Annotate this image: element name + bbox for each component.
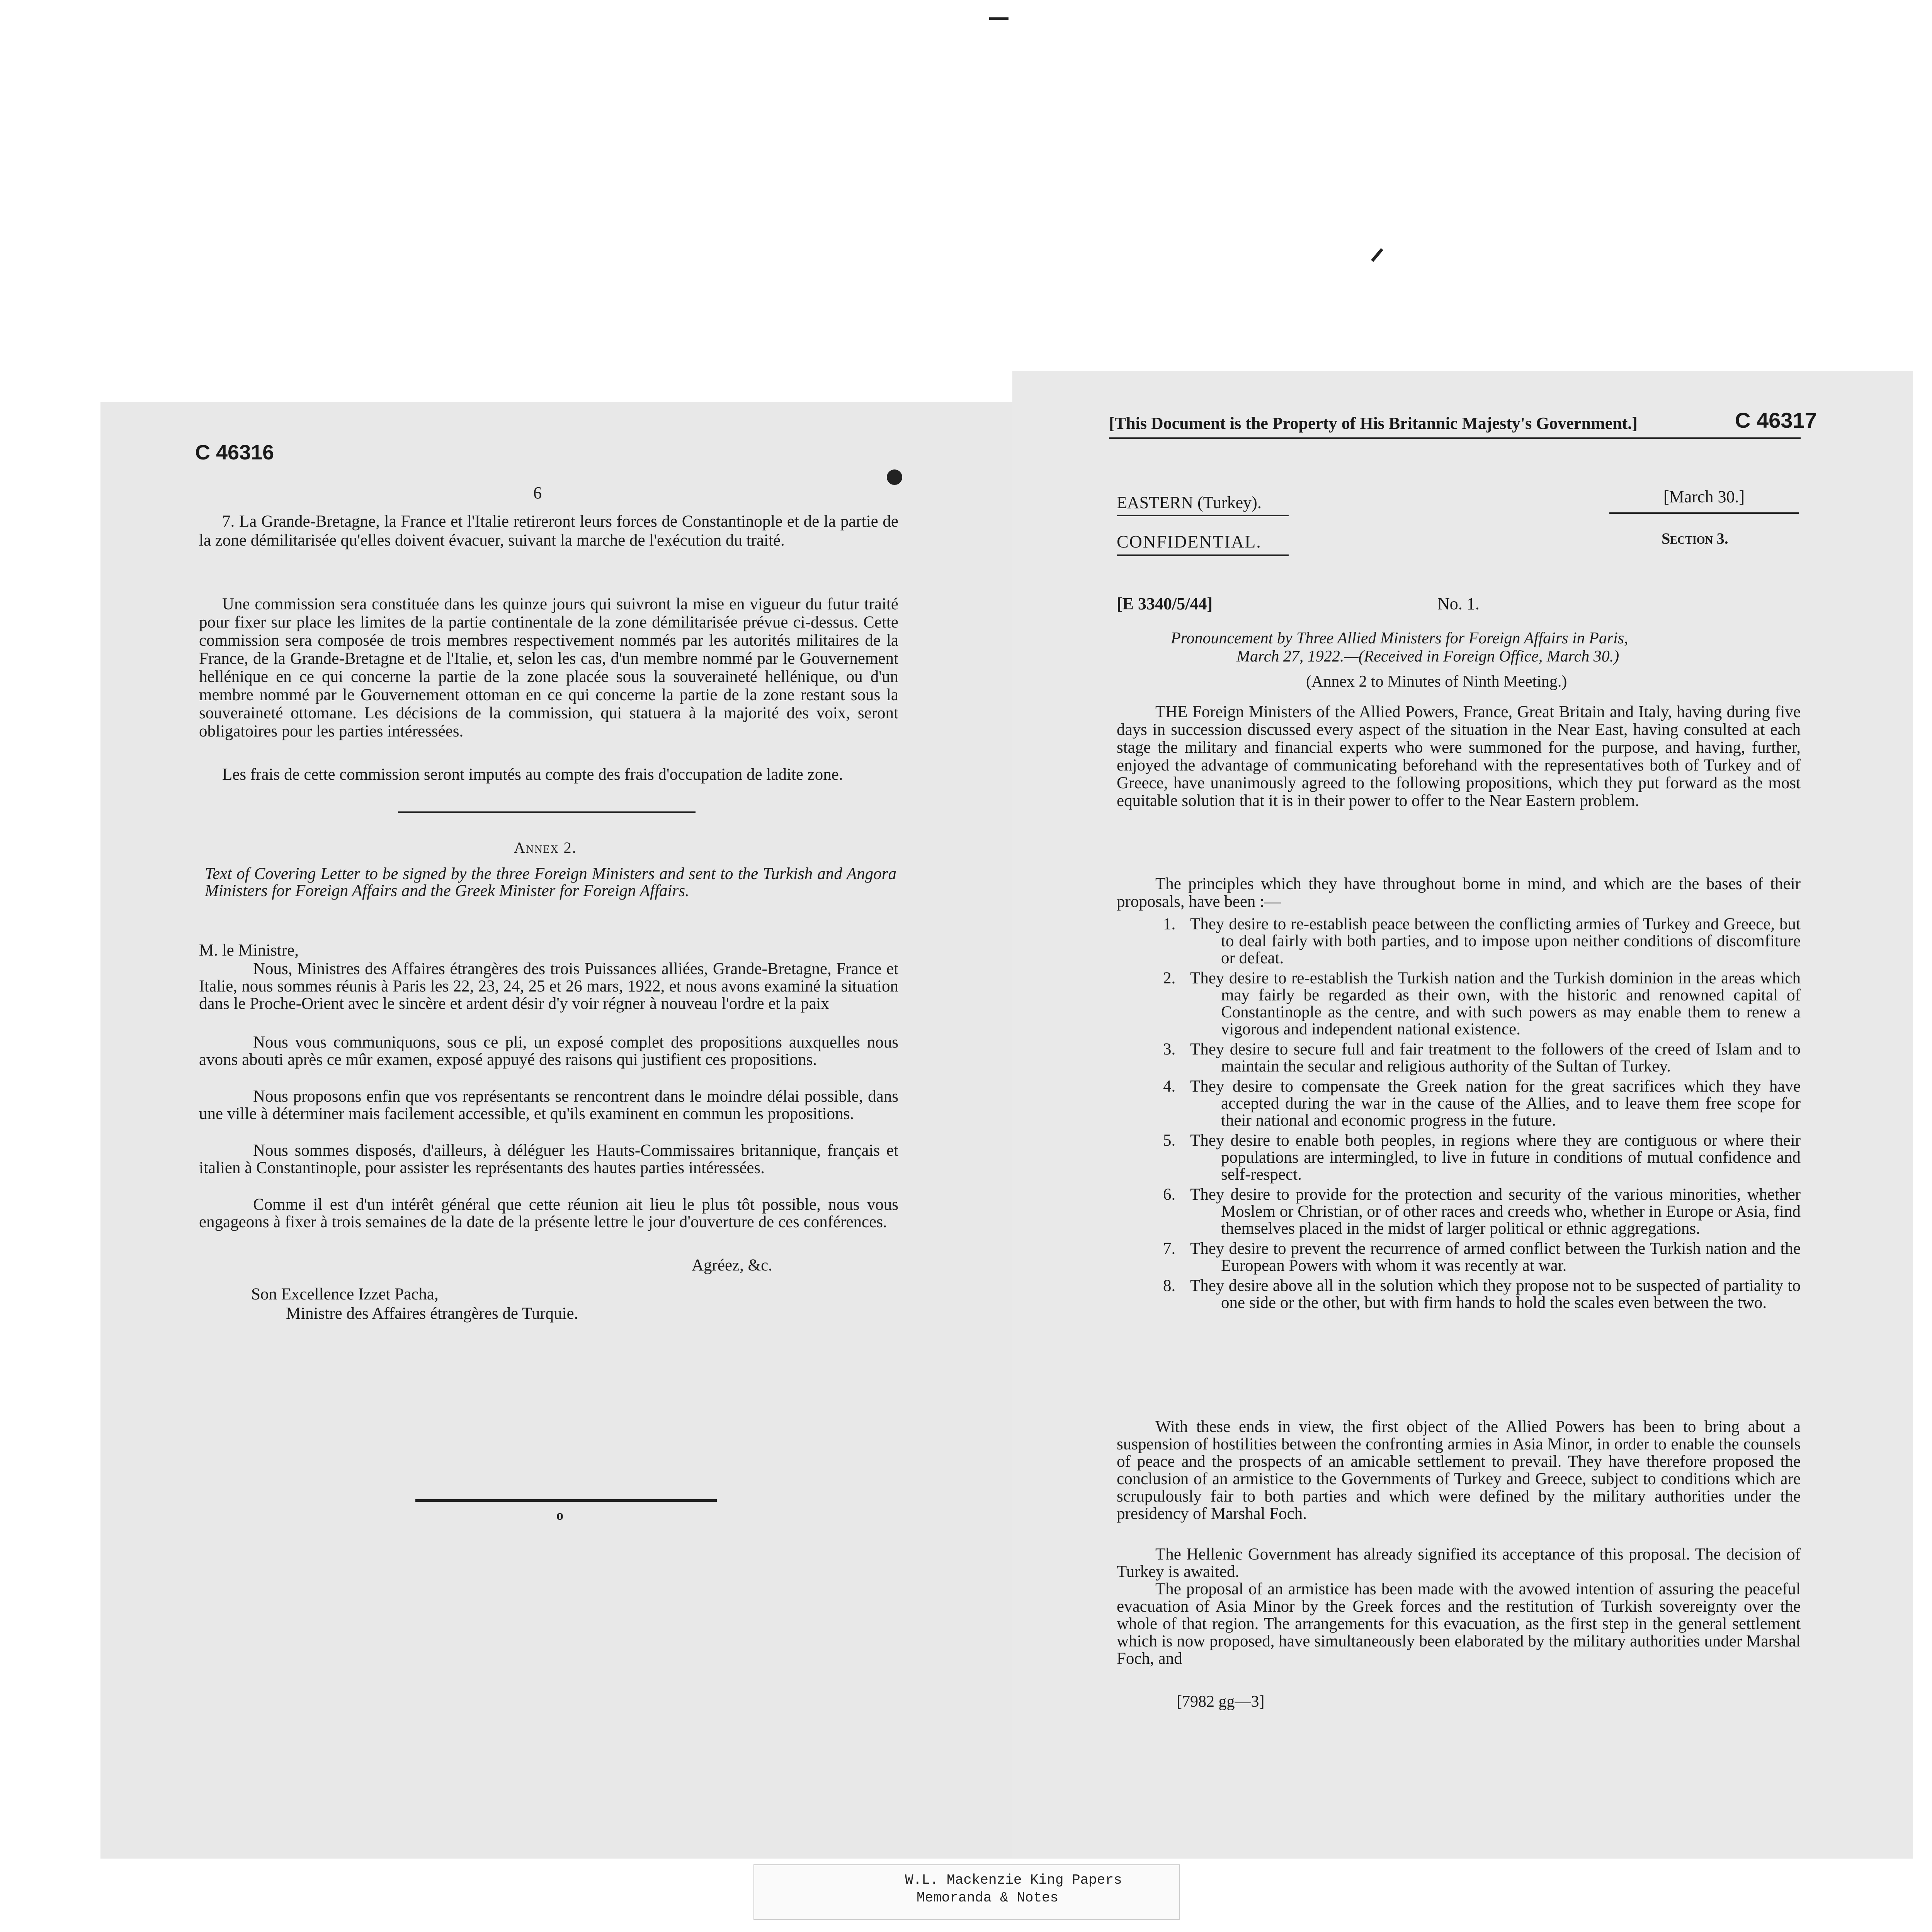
annex-heading: Annex 2. bbox=[514, 839, 577, 856]
principles-list bbox=[1117, 916, 1801, 1315]
stray-mark bbox=[989, 17, 1009, 20]
document-title-line-2: March 27, 1922.—(Received in Foreign Office, March 30.) bbox=[1236, 648, 1619, 665]
document-title-line-1: Pronouncement by Three Allied Ministers for Foreign Affairs in Paris, bbox=[1171, 629, 1628, 647]
classification: CONFIDENTIAL. bbox=[1117, 532, 1262, 551]
end-mark: o bbox=[556, 1507, 563, 1523]
document-date: [March 30.] bbox=[1663, 487, 1745, 506]
hellenic-paragraph: The Hellenic Government has already signified its acceptance of this proposal. The decision of Turkey is awaited. bbox=[1117, 1545, 1801, 1581]
principle-text: They desire to provide for the protection and security of the various minorities, whether Moslem or Christian, or of other races and creeds who, whether in Europe or Asia, find themselves placed in the midst of larger political or ethnic aggregations. bbox=[1190, 1185, 1801, 1238]
document-annex-note: (Annex 2 to Minutes of Ninth Meeting.) bbox=[1306, 673, 1567, 690]
principle-item bbox=[1117, 916, 1801, 967]
principle-text: They desire to re-establish peace between the conflicting armies of Turkey and Greece, but to deal fairly with both parties, and to impose upon neither conditions of discomfiture or defeat. bbox=[1190, 915, 1801, 967]
principle-item bbox=[1117, 1078, 1801, 1129]
left-ref-number: C 46316 bbox=[195, 441, 274, 464]
document-number: No. 1. bbox=[1437, 594, 1480, 613]
property-notice-underline bbox=[1109, 437, 1801, 439]
series-title: EASTERN (Turkey). bbox=[1117, 493, 1262, 512]
commission-paragraph: Une commission sera constituée dans les quinze jours qui suivront la mise en vigueur du futur traité pour fixer sur place les limites de la partie continentale de la zone démilitarisée prévue ci-dessus. Cette commission sera composée de trois membres respectivement nommés par les autorités militaires de la France, de la Grande-Bretagne et de l'Italie, et, selon les cas, d'un membre nommé par le Gouvernement hellénique en ce qui concerne la partie de la zone placée sous la souveraineté hellénique, ou d'un membre nommé par le Gouvernement ottoman en ce qui concerne la partie de la zone restant sous la souveraineté ottomane. Les décisions de la commission, qui statuera à la majorité des voix, seront obligatoires pour les parties intéressées. bbox=[199, 595, 898, 740]
principle-number: 5. bbox=[1163, 1131, 1176, 1150]
principle-text: They desire above all in the solution which they propose not to be suspected of partiality to one side or the other, but with firm hands to hold the scales even between the two. bbox=[1190, 1277, 1801, 1312]
principle-item bbox=[1117, 1041, 1801, 1075]
costs-paragraph: Les frais de cette commission seront imputés au compte des frais d'occupation de ladite zone. bbox=[222, 765, 843, 784]
evacuation-paragraph: The proposal of an armistice has been made with the avowed intention of assuring the peaceful evacuation of Asia Minor by the Greek forces and the restitution of Turkish sovereignty over the whole of that region. The arrangements for this evacuation, as the first step in the general settlement which is now proposed, have simultaneously been elaborated by the military authorities under Marshal Foch, and bbox=[1117, 1580, 1801, 1668]
print-code: [7982 gg—3] bbox=[1177, 1693, 1265, 1711]
principle-number: 3. bbox=[1163, 1040, 1176, 1058]
principle-number: 8. bbox=[1163, 1277, 1176, 1295]
series-underline bbox=[1117, 515, 1289, 516]
file-reference: [E 3340/5/44] bbox=[1117, 594, 1213, 613]
principle-item bbox=[1117, 1277, 1801, 1311]
principle-item bbox=[1117, 970, 1801, 1038]
principle-number: 6. bbox=[1163, 1185, 1176, 1204]
principle-number: 7. bbox=[1163, 1240, 1176, 1258]
annex-title: Text of Covering Letter to be signed by the three Foreign Ministers and sent to the Turkish and Angora Ministers for Foreign Affairs and the Greek Minister for Foreign Affairs. bbox=[205, 865, 896, 900]
principle-text: They desire to re-establish the Turkish nation and the Turkish dominion in the areas which may fairly be regarded as their own, with the historic and renowned capital of Constantinople as the centre, and with such powers as may enable them to renew a vigorous and independent national existence. bbox=[1190, 969, 1801, 1038]
addressee-name: Son Excellence Izzet Pacha, bbox=[251, 1285, 439, 1303]
principle-item bbox=[1117, 1132, 1801, 1183]
letter-paragraph-4: Nous sommes disposés, d'ailleurs, à déléguer les Hauts-Commissaires britannique, français et italien à Constantinople, pour assister les représentants des hautes parties intéressées. bbox=[199, 1141, 898, 1177]
right-page bbox=[1012, 371, 1913, 1859]
stray-mark bbox=[1371, 248, 1383, 262]
ink-blot bbox=[887, 469, 902, 485]
property-notice: [This Document is the Property of His Britannic Majesty's Government.] bbox=[1109, 414, 1638, 433]
collection-name: W.L. Mackenzie King Papers bbox=[905, 1872, 1122, 1888]
end-rule bbox=[415, 1499, 717, 1502]
principle-text: They desire to enable both peoples, in regions where they are contiguous or where their populations are intermingled, to live in future in conditions of mutual confidence and self-respect. bbox=[1190, 1131, 1801, 1184]
principle-number: 2. bbox=[1163, 969, 1176, 987]
letter-paragraph-3: Nous proposons enfin que vos représentants se rencontrent dans le moindre délai possible, dans une ville à déterminer mais facilement accessible, et qu'ils examinent en commun les propositions. bbox=[199, 1087, 898, 1123]
right-ref-number: C 46317 bbox=[1735, 408, 1817, 432]
section-label: Section 3. bbox=[1662, 530, 1728, 547]
introduction: THE Foreign Ministers of the Allied Powers, France, Great Britain and Italy, having during five days in succession discussed every aspect of the situation in the Near East, having consulted at each stage the military and financial experts who were summoned for the purpose, and having, further, enjoyed the advantage of communicating beforehand with the representatives both of Turkey and of Greece, have unanimously agreed to the following propositions, which they put forward as the most equitable solution that it is in their power to offer to the Near Eastern problem. bbox=[1117, 703, 1801, 810]
closing: Agréez, &c. bbox=[692, 1256, 772, 1274]
collection-label bbox=[753, 1864, 1180, 1920]
classification-underline bbox=[1117, 554, 1289, 556]
letter-paragraph-1: Nous, Ministres des Affaires étrangères des trois Puissances alliées, Grande-Bretagne, France et Italie, nous sommes réunis à Paris les 22, 23, 24, 25 et 26 mars, 1922, et nous avons examiné la situation dans le Proche-Orient avec le sincère et ardent désir d'y voir régner à nouveau l'ordre et la paix bbox=[199, 960, 898, 1013]
armistice-paragraph: With these ends in view, the first object of the Allied Powers has been to bring about a suspension of hostilities between the confronting armies in Asia Minor, in order to enable the counsels of peace and the prospects of an amicable settlement to prevail. They have therefore proposed the conclusion of an armistice to the Governments of Turkey and Greece, subject to conditions which are scrupulously fair to both parties and which were defined by the military authorities under the presidency of Marshal Foch. bbox=[1117, 1418, 1801, 1523]
left-page-number: 6 bbox=[533, 483, 542, 502]
principle-number: 1. bbox=[1163, 915, 1176, 933]
section-divider bbox=[398, 811, 696, 813]
salutation: M. le Ministre, bbox=[199, 941, 299, 959]
principles-intro: The principles which they have throughout borne in mind, and which are the bases of their proposals, have been :— bbox=[1117, 875, 1801, 911]
left-page bbox=[100, 402, 1012, 1859]
article-7: 7. La Grande-Bretagne, la France et l'Italie retireront leurs forces de Constantinople et de la partie de la zone démilitarisée qu'elles doivent évacuer, suivant la marche de l'exécution du traité. bbox=[199, 512, 898, 549]
collection-series: Memoranda & Notes bbox=[917, 1890, 1059, 1906]
principle-text: They desire to compensate the Greek nation for the great sacrifices which they have accepted during the war in the cause of the Allies, and to leave them free scope for their national and economic progress in the future. bbox=[1190, 1077, 1801, 1129]
principle-text: They desire to secure full and fair treatment to the followers of the creed of Islam and to maintain the secular and religious authority of the Sultan of Turkey. bbox=[1190, 1040, 1801, 1075]
principle-number: 4. bbox=[1163, 1077, 1176, 1095]
addressee-title: Ministre des Affaires étrangères de Turquie. bbox=[286, 1304, 578, 1323]
principle-item bbox=[1117, 1186, 1801, 1237]
letter-paragraph-5: Comme il est d'un intérêt général que cette réunion ait lieu le plus tôt possible, nous vous engageons à fixer à trois semaines de la date de la présente lettre le jour d'ouverture de ces conférences. bbox=[199, 1196, 898, 1231]
letter-paragraph-2: Nous vous communiquons, sous ce pli, un exposé complet des propositions auxquelles nous avons abouti après ce mûr examen, exposé appuyé des raisons qui justifient ces propositions. bbox=[199, 1033, 898, 1069]
principle-item bbox=[1117, 1240, 1801, 1274]
principle-text: They desire to prevent the recurrence of armed conflict between the Turkish nation and the European Powers with whom it was recently at war. bbox=[1190, 1240, 1801, 1275]
date-underline bbox=[1609, 512, 1799, 514]
